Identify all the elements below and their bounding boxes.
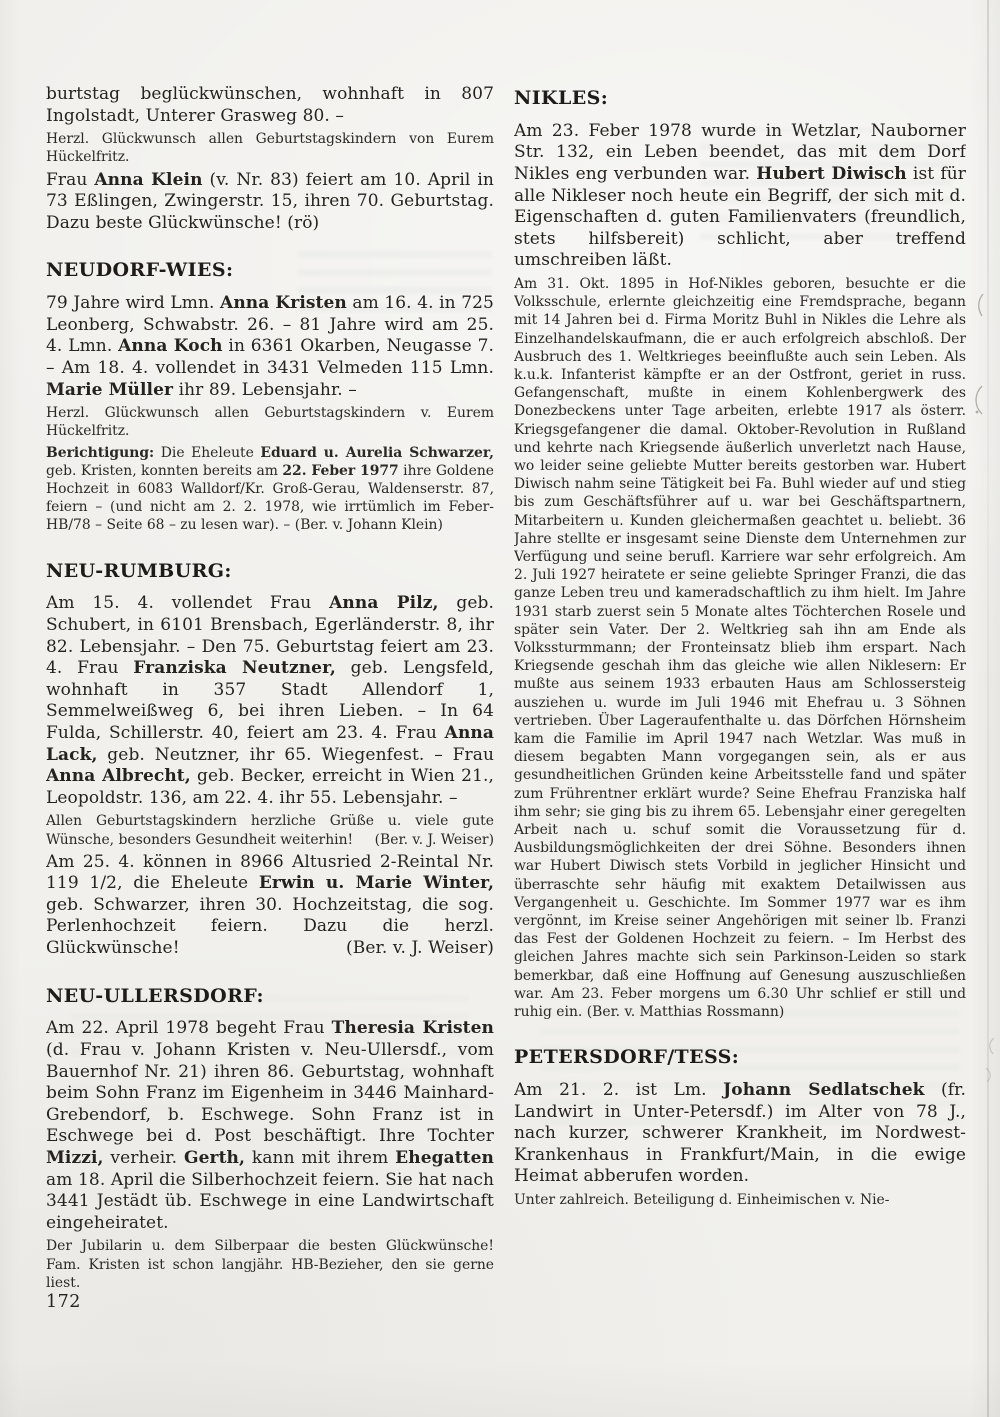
text-segment: Der Jubilarin u. dem Silberpaar die besten Glückwünsche! Fam. Kristen ist schon langjähr. HB-Bezieher, den sie gerne liest. <box>46 1238 494 1291</box>
text-segment: Am 23. Feber 1978 wurde in Wetzlar, Nauborner Str. 132, ein Leben beendet, das mit dem Dorf Nikles eng verbunden war. <box>514 120 966 184</box>
bold-name: Berichtigung: <box>46 444 155 461</box>
text-segment: Am 25. 4. können in 8966 Altusried 2-Reintal Nr. 119 1/2, die Eheleute <box>46 851 494 894</box>
bold-name: Gerth, <box>184 1148 246 1169</box>
text-segment: am 16. 4. in 725 Leonberg, Schwabstr. 26. – 81 Jahre wird am 25. 4. Lmn. <box>46 293 494 357</box>
para-nikles-intro <box>514 121 966 272</box>
bold-name: Anna Pilz, <box>329 593 439 614</box>
byline: (Ber. v. J. Weiser) <box>374 831 494 848</box>
bold-name: Marie Müller <box>46 379 174 400</box>
bold-name: 22. Feber 1977 <box>282 462 399 479</box>
text-segment: (d. Frau v. Johann Kristen v. Neu-Ullersdf., vom Bauernhof Nr. 21) ihren 86. Geburtstag, wohnhaft beim Sohn Franz im Eigenheim in 3446 Mainhard-Grebendorf, b. Eschwege. Sohn Franz ist in Eschwege bei d. Post beschäftigt. Ihre Tochter <box>46 1040 494 1147</box>
bold-name: Franziska Neutzner, <box>133 658 336 679</box>
page-edge-crease <box>987 0 989 1417</box>
bold-name: Anna Albrecht, <box>46 766 191 787</box>
pen-mark <box>971 384 987 418</box>
bold-name: Anna Klein <box>94 169 203 190</box>
para-greeting-hueckelfritz-2 <box>46 404 494 440</box>
pen-mark <box>974 292 988 318</box>
text-segment: verheir. <box>103 1148 185 1169</box>
text-segment: kann mit ihrem <box>245 1148 396 1169</box>
text-segment: Am 31. Okt. 1895 in Hof-Nikles geboren, besuchte er die Volksschule, erlernte gleichzeitig eine Fremdsprache, begann mit 14 Jahren bei d. Firma Moritz Buhl in Nikles die Lehre als Einzelhandelskaufmann, die er auch erfolgreich abschloß. Der Ausbruch des 1. Weltkrieges beeinflußte auch sein Leben. Als k.u.k. Infanterist kämpfte er an der Ostfront, geriet in russ. Gefangenschaft, mußte in einem Kohlenbergwerk des Donezbeckens unter Tage arbeiten, erlebte 1917 als österr. Kriegsgefangener die damal. Oktober-Revolution in Rußland und kehrte nach Kriegsende äußerlich unverletzt nach Hause, wo leider seine geliebte Mutter bereits gestorben war. Hubert Diwisch nahm seine Tätigkeit bei Fa. Buhl wieder auf und stieg bis zum Geschäftsführer auf u. war bei Geschäftspartnern, Mitarbeitern u. Kunden gleichermaßen geachtet u. beliebt. 36 Jahre stellte er insgesamt seine Dienste dem Unternehmen zur Verfügung und seine berufl. Karriere war sehr erfolgreich. Am 2. Juli 1927 heiratete er seine geliebte Springer Franzi, die das ganze Leben treu und kameradschaftlich zu ihm hielt. Im Jahre 1931 starb zuerst sein 5 Monate altes Töchterchen Rosele und später sein Vater. Der 2. Weltkrieg sah ihn am Ende als Volkssturmmann; der Fronteinsatz blieb ihm erspart. Nach Kriegsende geschah ihm das gleiche wie allen Niklesern: Er mußte aus seinem 1933 erbauten Haus am Schlossersteig ausziehen u. wurde im Juli 1946 mit Ehefrau u. 3 Söhnen vertrieben. Über Lageraufenthalte u. das Dörfchen Hörnsheim kam die Familie im April 1947 nach Wetzlar. Was muß in diesem begabten Mann vorgegangen sein, als er aus gesundheitlichen Gründen keine Arbeitsstelle fand und später zum Frührentner erklärt wurde? Seine Ehefrau Franziska half ihm sehr; sie ging bis zu ihrem 65. Lebensjahr einer geregelten Arbeit nach u. schuf somit die Voraussetzung für d. Ausbildungsmöglichkeiten der drei Söhne. Besonders ihnen war Hubert Diwisch stets Vorbild in jeglicher Hinsicht und überraschte sehr häufig mit exaktem Detailwissen aus Vergangenheit u. Geschichte. Im Sommer 1977 war es ihm vergönnt, im Kreise seiner Angehörigen mit seiner lb. Franzi das Fest der Goldenen Hochzeit zu feiern. – Im Herbst des gleichen Jahres machte sich sein Parkinson-Leiden so stark bemerkbar, daß eine Hoffnung auf Genesung auszuschließen war. Am 23. Feber morgens um 6.30 Uhr schlief er still und ruhig ein. (Ber. v. Matthias Rossmann) <box>514 275 966 1021</box>
para-ullersdorf-greeting <box>46 1237 494 1292</box>
right-column <box>514 84 966 1384</box>
text-segment: geb. Becker, erreicht in Wien 21., Leopoldstr. 136, am 22. 4. ihr 55. Lebensjahr. – <box>46 766 494 808</box>
para-winter-anniversary <box>46 852 494 960</box>
para-rumburg-birthdays <box>46 593 494 809</box>
text-segment: (fr. Landwirt in Unter-Petersdf.) im Alter von 78 J., nach kurzer, schwerer Krankheit, im Nordwest-Krankenhaus in Frankfurt/Main, in die ewige Heimat abberufen worden. <box>514 1080 966 1187</box>
para-anna-klein <box>46 170 494 235</box>
bold-name: Anna Kristen <box>220 293 347 314</box>
bold-name: Theresia Kristen <box>331 1018 494 1039</box>
pen-mark <box>984 1036 998 1056</box>
para-rumburg-greeting <box>46 812 494 848</box>
text-segment: Frau <box>46 169 95 190</box>
bold-name: Erwin u. Marie Winter, <box>258 873 494 894</box>
text-segment: ihre Goldene Hochzeit in 6083 Walldorf/Kr. Groß-Gerau, Waldenserstr. 87, feiern – (und nicht am 2. 2. 1978, wie irrtümlich im Feber-HB/78 – Seite 68 – zu lesen war). – (Ber. v. Johann Klein) <box>46 462 494 534</box>
pen-mark <box>982 1066 996 1084</box>
heading-neu-ullersdorf: NEU-ULLERSDORF: <box>46 984 264 1007</box>
text-segment: geb. Schwarzer, ihren 30. Hochzeitstag, die sog. Perlenhochzeit feiern. Dazu die herzl. Glückwünsche! <box>46 894 494 959</box>
text-segment: am 18. April die Silberhochzeit feiern. Sie hat nach 3441 Jestädt üb. Eschwege in eine Landwirtschaft eingeheiratet. <box>46 1169 494 1233</box>
text-segment: 79 Jahre wird Lmn. <box>46 293 221 314</box>
heading-nikles: NIKLES: <box>514 87 609 109</box>
para-petersdorf-continuation <box>514 1191 966 1209</box>
heading-neu-rumburg: NEU-RUMBURG: <box>46 559 232 582</box>
para-berichtigung <box>46 444 494 535</box>
text-segment: Herzl. Glückwunsch allen Geburtstagskindern von Eurem Hückelfritz. <box>46 131 494 166</box>
heading-petersdorf-tess: PETERSDORF/TESS: <box>514 1046 740 1069</box>
text-segment: Die Eheleute <box>154 444 261 461</box>
bold-name: Eduard u. Aurelia Schwarzer, <box>260 444 494 461</box>
text-segment: Am 15. 4. vollendet Frau <box>46 593 330 614</box>
left-column <box>46 84 494 1384</box>
text-segment: geb. Neutzner, ihr 65. Wiegenfest. – Frau <box>97 744 494 765</box>
text-segment: burtstag beglückwünschen, wohnhaft in 807 Ingolstadt, Unterer Grasweg 80. – <box>46 84 494 126</box>
para-neudorf-birthdays <box>46 293 494 401</box>
bold-name: Anna Lack, <box>46 722 494 765</box>
bold-name: Anna Koch <box>118 336 223 357</box>
bold-name: Mizzi, <box>46 1148 104 1169</box>
text-segment: Unter zahlreich. Beteiligung d. Einheimischen v. Nie- <box>514 1192 890 1209</box>
text-segment: ihr 89. Lebensjahr. – <box>173 379 357 400</box>
text-segment: (v. Nr. 83) feiert am 10. April in 73 Eßlingen, Zwingerstr. 15, ihren 70. Geburtstag. Dazu beste Glückwünsche! (rö) <box>46 169 494 233</box>
page-number: 172 <box>46 1292 81 1312</box>
text-segment: ist für alle Nikleser noch heute ein Begriff, der sich mit d. Eigenschaften d. guten Familienvaters (freundlich, stets hilfsbereit) schlicht, aber treffend umschreiben läßt. <box>514 163 966 271</box>
heading-neudorf-wies: NEUDORF-WIES: <box>46 259 234 282</box>
text-segment: geb. Kristen, konnten bereits am <box>46 462 283 479</box>
text-segment: Herzl. Glückwunsch allen Geburtstagskindern v. Eurem Hückelfritz. <box>46 405 494 440</box>
bold-name: Johann Sedlatschek <box>723 1080 925 1101</box>
para-diwisch-obituary <box>514 275 966 1021</box>
text-segment: in 6361 Okarben, Neugasse 7. – Am 18. 4. vollendet in 3431 Velmeden 115 Lmn. <box>46 336 494 378</box>
text-segment: geb. Schubert, in 6101 Brensbach, Egerländerstr. 8, ihr 82. Lebensjahr. – Den 75. Geburtstag feiert am 23. 4. Frau <box>46 593 494 679</box>
para-theresia-kristen <box>46 1018 494 1234</box>
byline: (Ber. v. J. Weiser) <box>346 938 494 959</box>
text-segment: Am 21. 2. ist Lm. <box>514 1080 724 1101</box>
text-segment: Am 22. April 1978 begeht Frau <box>46 1018 332 1039</box>
bold-name: Ehegatten <box>395 1148 494 1169</box>
bold-name: Hubert Diwisch <box>756 163 907 184</box>
para-continuation-ingolstadt <box>46 84 494 127</box>
para-greeting-hueckelfritz-1 <box>46 130 494 166</box>
text-segment: Allen Geburtstagskindern herzliche Grüße u. viele gute Wünsche, besonders Gesundheit weiterhin! <box>46 813 494 848</box>
para-sedlatschek <box>514 1080 966 1188</box>
text-segment: geb. Lengsfeld, wohnhaft in 357 Stadt Allendorf 1, Semmelweißweg 6, bei ihren Lieben. – In 64 Fulda, Schillerstr. 40, feiert am 23. 4. Frau <box>46 658 494 743</box>
